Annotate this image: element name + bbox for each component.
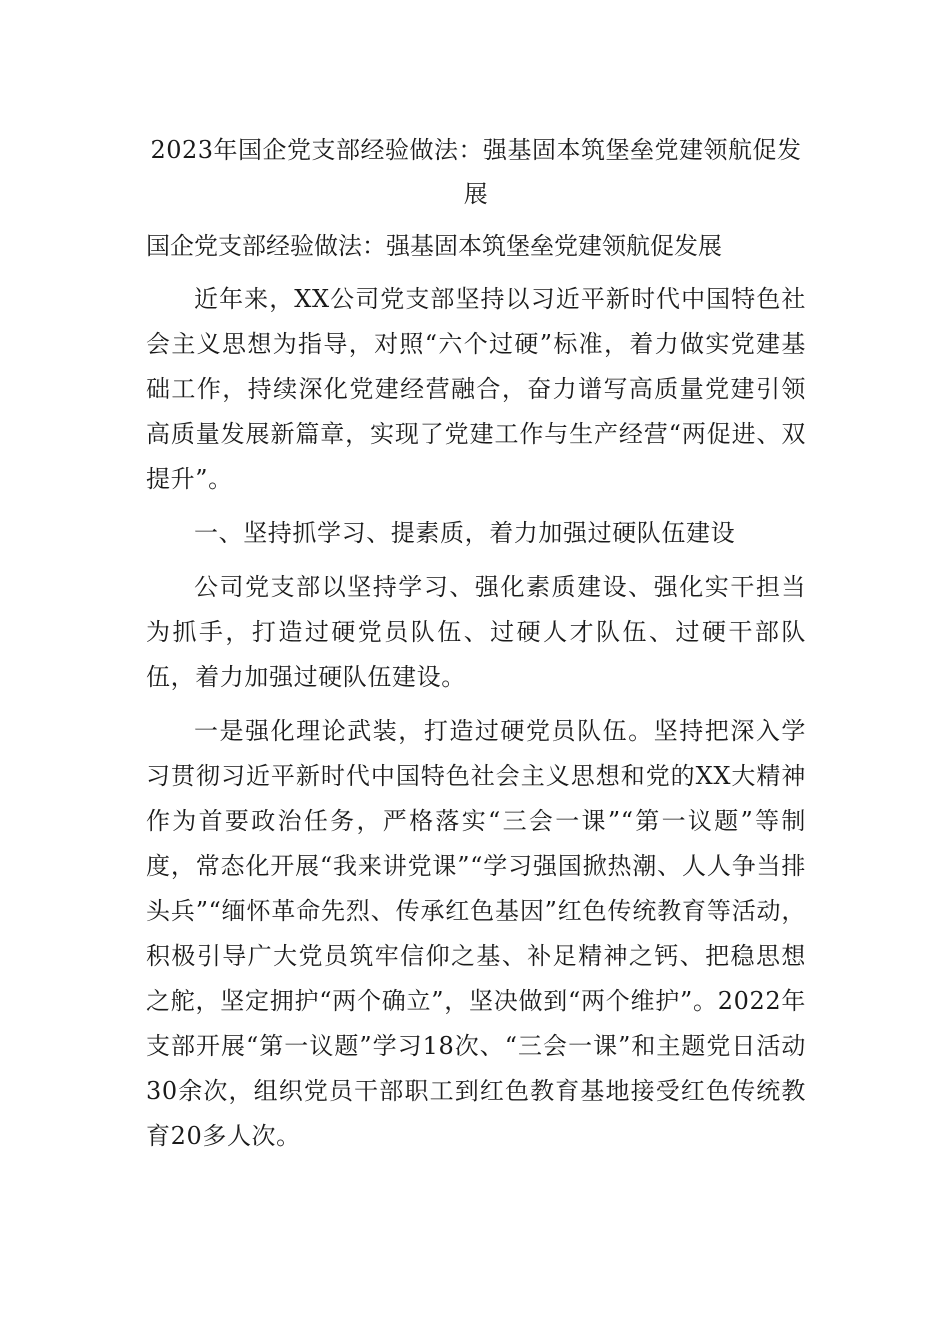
section-heading-1: 一、坚持抓学习、提素质，着力加强过硬队伍建设 xyxy=(194,519,736,547)
section-1-point-1-paragraph: 一是强化理论武装，打造过硬党员队伍。坚持把深入学习贯彻习近平新时代中国特色社会主义思想和党的XX大精神作为首要政治任务，严格落实“三会一课”“第一议题”等制度，常态化开展“我来讲党课”“学习强国掀热潮、人人争当排头兵”“缅怀革命先烈、传承红色基因”红色传统教育等活动，积极引导广大党员筑牢信仰之基、补足精神之钙、把稳思想之舵，坚定拥护“两个确立”，坚决做到“两个维护”。2022年支部开展“第一议题”学习18次、“三会一课”和主题党日活动30余次，组织党员干部职工到红色教育基地接受红色传统教育20多人次。 xyxy=(146,717,806,1150)
document-title: 2023年国企党支部经验做法：强基固本筑堡垒党建领航促发展 xyxy=(150,136,802,208)
intro-paragraph: 近年来，XX公司党支部坚持以习近平新时代中国特色社会主义思想为指导，对照“六个过硬”标准，着力做实党建基础工作，持续深化党建经营融合，奋力谱写高质量党建引领高质量发展新篇章，实现了党建工作与生产经营“两促进、双提升”。 xyxy=(146,285,806,493)
document-subtitle: 国企党支部经验做法：强基固本筑堡垒党建领航促发展 xyxy=(146,232,722,260)
document-page xyxy=(146,128,806,1159)
section-1-paragraph: 公司党支部以坚持学习、强化素质建设、强化实干担当为抓手，打造过硬党员队伍、过硬人才队伍、过硬干部队伍，着力加强过硬队伍建设。 xyxy=(146,573,806,691)
